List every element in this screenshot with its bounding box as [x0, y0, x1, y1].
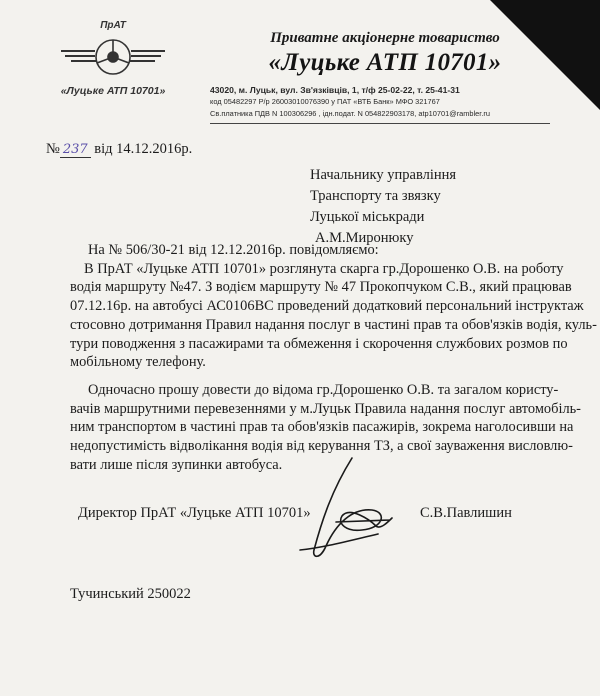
body-line: На № 506/30-21 від 12.12.2016р. повідомляємо: [88, 242, 379, 258]
recipient-line: Транспорту та звязку [310, 188, 441, 204]
body-line: В ПрАТ «Луцьке АТП 10701» розглянута скарга гр.Дорошенко О.В. на роботу [84, 260, 564, 277]
company-logo [48, 20, 178, 97]
body-line: недопустимість відволікання водія від керування ТЗ, а свої зауваження висловлю- [70, 438, 573, 455]
number-prefix: № [46, 141, 60, 157]
executor-info: Тучинський 250022 [70, 586, 191, 602]
letter-date: від 14.12.2016р. [90, 141, 193, 157]
body-line: ним транспортом в частині прав та обов'язків пасажирів, зокрема наголосивши на [70, 419, 574, 436]
letter-number [46, 141, 192, 158]
body-line: водія маршруту №47. З водієм маршруту № 47 Прокопчуком С.В., який працював [70, 279, 572, 296]
body-line: 07.12.16р. на автобусі АС0106ВС проведений додатковий персональний інструктаж [70, 298, 584, 315]
body-line: тури поводження з пасажирами та обмеження і скорочення службових розмов по [70, 335, 568, 352]
logo-short-name: ПрАТ [100, 20, 126, 31]
bank-line: код 05482297 Р/р 26003010076390 у ПАТ «ВТБ Банк» МФО 321767 [210, 97, 440, 106]
steering-wheel-wings-icon [53, 35, 173, 79]
body-line: вачів маршрутними перевезеннями у м.Луцьк Правила надання послуг автомобіль- [70, 400, 581, 417]
company-details [210, 84, 560, 120]
header-divider [210, 123, 550, 124]
body-line: Одночасно прошу довести до відома гр.Дорошенко О.В. та загалом користу- [88, 381, 559, 398]
handwritten-number: 237 [60, 142, 91, 158]
body-line: вати лише після зупинки автобуса. [70, 456, 283, 473]
recipient-line: Начальнику управління [310, 167, 457, 183]
letter-body [70, 241, 597, 474]
org-name: «Луцьке АТП 10701» [268, 49, 502, 76]
recipient-block [310, 165, 456, 249]
body-line: мобільному телефону. [70, 354, 206, 371]
org-type: Приватне акціонерне товариство [270, 30, 500, 46]
recipient-line: А.М.Миронюку [315, 230, 414, 246]
signer-position: Директор ПрАТ «Луцьке АТП 10701» [78, 505, 311, 521]
body-line: стосовно дотримання Правил надання послуг в частині прав та обов'язків водія, куль- [70, 316, 597, 333]
logo-company-name: «Луцьке АТП 10701» [60, 85, 166, 97]
tax-line: Св.платника ПДВ N 100306296 , ідн.подат. N 054822903178, atp10701@rambler.ru [210, 109, 490, 118]
signer-name: С.В.Павлишин [420, 505, 512, 521]
address-line: 43020, м. Луцьк, вул. Зв'язківців, 1, т/ф 25-02-22, т. 25-41-31 [210, 85, 460, 95]
letterhead [200, 30, 570, 77]
recipient-line: Луцької міськради [310, 209, 425, 225]
